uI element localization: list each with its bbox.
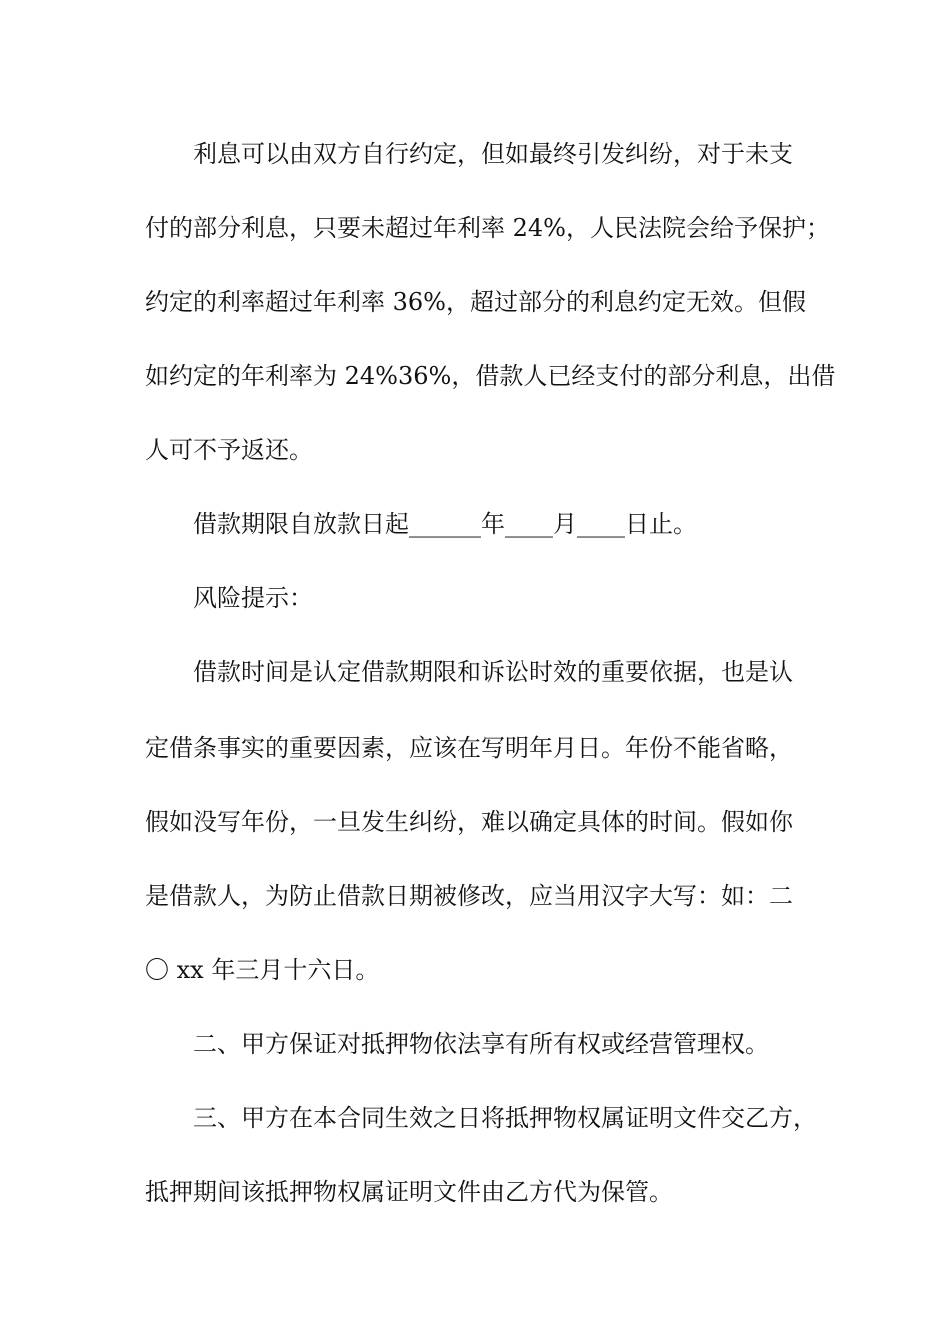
paragraph-line: 付的部分利息，只要未超过年利率 24%，人民法院会给予保护； <box>145 214 830 242</box>
loan-term-line: 借款期限自放款日起______年____月____日止。 <box>193 510 697 538</box>
clause-three-line: 三、甲方在本合同生效之日将抵押物权属证明文件交乙方， <box>193 1104 817 1132</box>
clause-two: 二、甲方保证对抵押物依法享有所有权或经营管理权。 <box>193 1030 769 1058</box>
risk-heading: 风险提示： <box>193 584 313 612</box>
paragraph-line: 借款时间是认定借款期限和诉讼时效的重要依据，也是认 <box>193 658 793 686</box>
paragraph-line: 是借款人，为防止借款日期被修改，应当用汉字大写：如：二 <box>145 882 793 910</box>
paragraph-line: 假如没写年份，一旦发生纠纷，难以确定具体的时间。假如你 <box>145 808 793 836</box>
paragraph-line: 〇 xx 年三月十六日。 <box>145 956 380 984</box>
paragraph-line: 定借条事实的重要因素，应该在写明年月日。年份不能省略， <box>145 734 793 762</box>
paragraph-line: 如约定的年利率为 24%36%，借款人已经支付的部分利息，出借 <box>145 362 836 390</box>
paragraph-line: 利息可以由双方自行约定，但如最终引发纠纷，对于未支 <box>193 140 793 168</box>
paragraph-line: 人可不予返还。 <box>145 436 313 464</box>
paragraph-line: 约定的利率超过年利率 36%，超过部分的利息约定无效。但假 <box>145 288 806 316</box>
clause-three-line: 抵押期间该抵押物权属证明文件由乙方代为保管。 <box>145 1178 673 1206</box>
